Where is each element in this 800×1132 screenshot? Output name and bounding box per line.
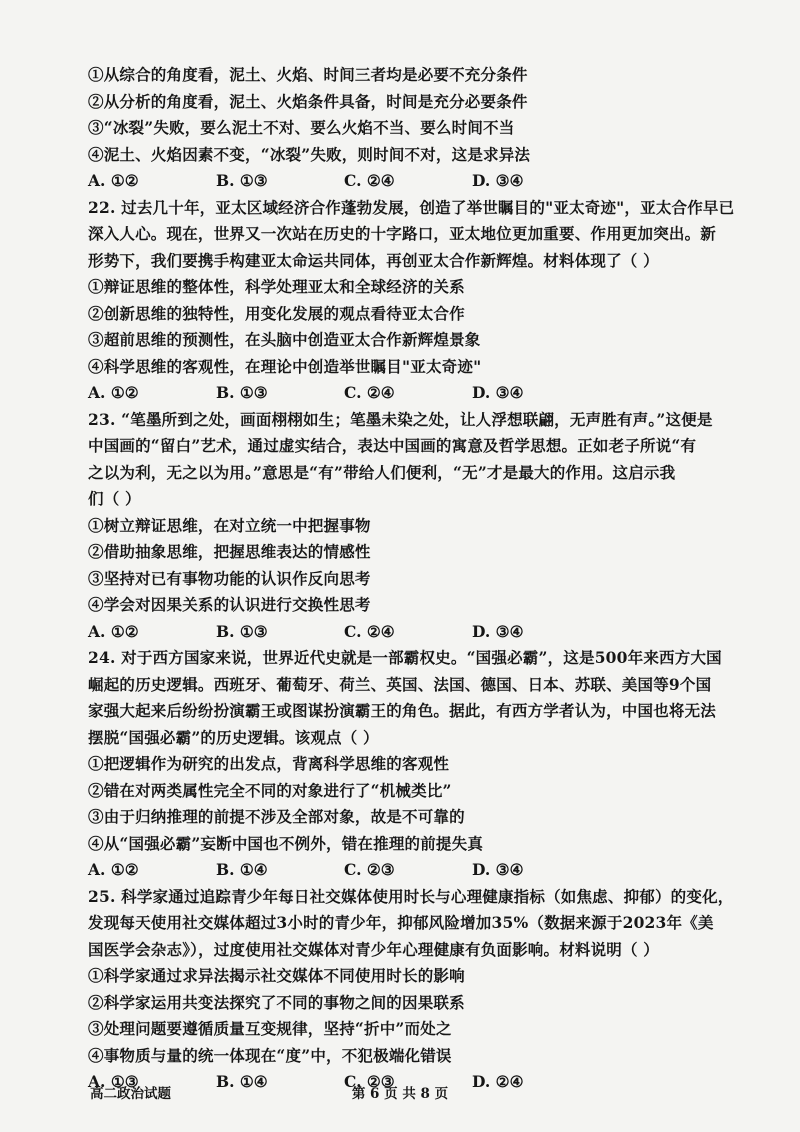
q22-option-2: ②创新思维的独特性，用变化发展的观点看待亚太合作: [88, 303, 465, 323]
q23-choices: [88, 619, 760, 646]
q22-stem-line-3: 形势下，我们要携手构建亚太命运共同体，再创亚太合作新辉煌。材料体现了（ ）: [88, 250, 659, 270]
q25-option-4: ④事物质与量的统一体现在“度”中，不犯极端化错误: [88, 1045, 452, 1065]
q24-choice-b: B. ①④: [216, 860, 268, 879]
q22-choice-c: C. ②④: [344, 383, 395, 402]
question-25: [88, 884, 760, 1096]
q23-stem-line-2: 中国画的“留白”艺术，通过虚实结合，表达中国画的寓意及哲学思想。正如老子所说“有: [88, 436, 697, 455]
q21-option-1: ①从综合的角度看，泥土、火焰、时间三者均是必要不充分条件: [88, 65, 528, 84]
q24-stem-line-2: 崛起的历史逻辑。西班牙、葡萄牙、荷兰、英国、法国、德国、日本、苏联、美国等9个国: [88, 674, 712, 694]
q21-option-4: ④泥土、火焰因素不变，“冰裂”失败，则时间不对，这是求异法: [88, 144, 531, 164]
q24-option-3: ③由于归纳推理的前提不涉及全部对象，故是不可靠的: [88, 807, 465, 826]
q25-stem-line-3: 国医学会杂志》），过度使用社交媒体对青少年心理健康有负面影响。材料说明（ ）: [88, 939, 659, 959]
q23-option-3: ③坚持对已有事物功能的认识作反向思考: [88, 568, 371, 588]
q25-choice-c: C. ②③: [344, 1072, 395, 1091]
q21-choice-d: D. ③④: [472, 171, 524, 190]
q25-stem-line-2: 发现每天使用社交媒体超过3小时的青少年，抑郁风险增加35%（数据来源于2023年《美: [88, 913, 714, 932]
q25-option-3: ③处理问题要遵循质量互变规律，坚持“折中”而处之: [88, 1019, 452, 1038]
q25-stem-line-1: 25. 科学家通过追踪青少年每日社交媒体使用时长与心理健康指标（如焦虑、抑郁）的变化，: [88, 886, 734, 906]
footer-subject: 高二政治试题: [90, 1086, 171, 1102]
q24-choice-d: D. ③④: [472, 860, 524, 879]
q23-option-2: ②借助抽象思维，把握思维表达的情感性: [88, 542, 371, 561]
q23-choice-b: B. ①③: [216, 621, 268, 641]
q21-choice-c: C. ②④: [344, 171, 395, 190]
q21-option-3: ③“冰裂”失败，要么泥土不对、要么火焰不当、要么时间不当: [88, 118, 515, 137]
q24-choice-c: C. ②③: [344, 860, 395, 879]
question-23: [88, 407, 760, 646]
q25-option-1: ①科学家通过求异法揭示社交媒体不同使用时长的影响: [88, 966, 465, 985]
q24-stem-line-4: 摆脱“国强必霸”的历史逻辑。该观点（ ）: [88, 727, 379, 747]
q22-stem-line-1: 22. 过去几十年，亚太区域经济合作蓬勃发展，创造了举世瞩目的"亚太奇迹"，亚太合作早已: [88, 197, 735, 217]
q22-option-3: ③超前思维的预测性，在头脑中创造亚太合作新辉煌景象: [88, 330, 481, 349]
q25-option-2: ②科学家运用共变法探究了不同的事物之间的因果联系: [88, 992, 465, 1012]
q24-stem-line-3: 家强大起来后纷纷扮演霸王或图谋扮演霸王的角色。据此，有西方学者认为，中国也将无法: [88, 701, 717, 720]
q23-option-1: ①树立辩证思维，在对立统一中把握事物: [88, 515, 371, 535]
q23-choice-d: D. ③④: [472, 621, 524, 641]
q23-stem-line-1: 23. “笔墨所到之处，画面栩栩如生；笔墨未染之处，让人浮想联翩，无声胜有声。”这便是: [88, 409, 713, 429]
q22-choices: [88, 380, 760, 407]
question-24: [88, 645, 760, 884]
q23-choice-c: C. ②④: [344, 621, 395, 641]
q24-option-4: ④从“国强必霸”妄断中国也不例外，错在推理的前提失真: [88, 833, 484, 853]
q24-option-1: ①把逻辑作为研究的出发点，背离科学思维的客观性: [88, 754, 450, 773]
q25-choice-a: A. ①③: [88, 1072, 139, 1091]
q24-choices: [88, 857, 760, 884]
q23-choice-a: A. ①②: [88, 621, 139, 641]
question-21: [88, 62, 760, 195]
q24-stem-line-1: 24. 对于西方国家来说，世界近代史就是一部霸权史。“国强必霸”，这是500年来西方大国: [88, 648, 722, 667]
q24-option-2: ②错在对两类属性完全不同的对象进行了“机械类比”: [88, 780, 452, 800]
q23-stem-line-3: 之以为利，无之以为用。”意思是“有”带给人们便利，“无”才是最大的作用。这启示我: [88, 462, 676, 482]
q23-option-4: ④学会对因果关系的认识进行交换性思考: [88, 595, 371, 614]
q22-option-1: ①辩证思维的整体性，科学处理亚太和全球经济的关系: [88, 277, 465, 296]
question-22: [88, 195, 760, 407]
q22-option-4: ④科学思维的客观性，在理论中创造举世瞩目"亚太奇迹": [88, 356, 482, 376]
q22-choice-a: A. ①②: [88, 383, 139, 402]
q21-choice-a: A. ①②: [88, 171, 139, 190]
q21-option-2: ②从分析的角度看，泥土、火焰条件具备，时间是充分必要条件: [88, 91, 528, 111]
q24-choice-a: A. ①②: [88, 860, 139, 879]
q25-choice-b: B. ①④: [216, 1072, 268, 1091]
footer-page-number: 第 6 页 共 8 页: [351, 1086, 449, 1102]
page-content: [88, 62, 760, 1096]
q23-stem-line-4: 们（ ）: [88, 489, 141, 508]
q21-choices: [88, 168, 760, 195]
q22-choice-b: B. ①③: [216, 383, 268, 402]
q22-choice-d: D. ③④: [472, 383, 524, 402]
q21-choice-b: B. ①③: [216, 171, 268, 190]
q22-stem-line-2: 深入人心。现在，世界又一次站在历史的十字路口，亚太地位更加重要、作用更加突出。新: [88, 224, 717, 243]
q25-choice-d: D. ②④: [472, 1072, 524, 1091]
